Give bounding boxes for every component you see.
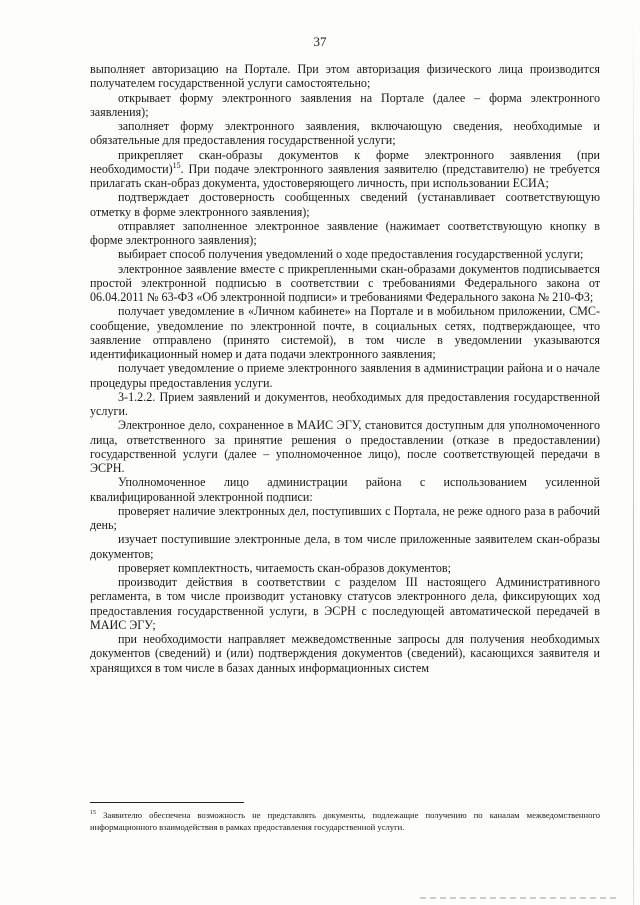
paragraph: электронное заявление вместе с прикрепленными скан-образами документов подписывается простой электронной подписью в соответствии с требованиями Федерального закона от 06.04.2011 № 63-ФЗ «Об электронной подписи» и требованиями Федерального закона № 210-ФЗ; — [90, 261, 600, 304]
paragraph — [90, 148, 600, 191]
paragraph: производит действия в соответствии с разделом III настоящего Административного регламента, в том числе производит установку статусов электронного дела, фиксирующих ход предоставления государственной услуги, в ЭСРН с последующей автоматической передачей в МАИС ЭГУ; — [90, 575, 600, 632]
paragraph: проверяет комплектность, читаемость скан-образов документов; — [118, 560, 451, 575]
paragraph: отправляет заполненное электронное заявление (нажимает соответствующую кнопку в форме электронного заявления); — [90, 218, 600, 247]
footnote-mark: 15 — [90, 810, 96, 817]
paragraph: Уполномоченное лицо администрации района с использованием усиленной квалифицированной электронной подписи: — [90, 475, 600, 504]
paragraph: открывает форму электронного заявления на Портале (далее – форма электронного заявления); — [90, 90, 600, 119]
scan-artifact — [420, 897, 620, 899]
paragraph: получает уведомление о приеме электронного заявления в администрации района и о начале процедуры предоставления услуги. — [90, 361, 600, 390]
footnote — [90, 809, 600, 833]
body-text — [90, 62, 600, 675]
footnote-reference[interactable]: 15 — [172, 160, 181, 170]
footnote-divider — [90, 802, 244, 803]
page-number: 37 — [313, 34, 327, 49]
scan-edge-shadow — [633, 0, 634, 905]
paragraph: выполняет авторизацию на Портале. При этом авторизация физического лица производится получателем государственной услуги самостоятельно; — [90, 62, 600, 91]
paragraph: заполняет форму электронного заявления, включающую сведения, необходимые и обязательные для предоставления государственной услуги; — [90, 119, 600, 148]
paragraph-text: . При подаче электронного заявления заявителю (представителю) не требуется прилагать скан-образ документа, удостоверяющего личность, при использовании ЕСИА; — [90, 161, 600, 190]
paragraph: изучает поступившие электронные дела, в том числе приложенные заявителем скан-образы документов; — [90, 532, 600, 561]
paragraph: выбирает способ получения уведомлений о ходе предоставления государственной услуги; — [118, 247, 584, 262]
paragraph: при необходимости направляет межведомственные запросы для получения необходимых документов (сведений) и (или) подтверждения документов (сведений), касающихся заявителя и хранящихся в том числе в базах данных информационных систем — [90, 632, 600, 675]
paragraph: проверяет наличие электронных дел, поступивших с Портала, не реже одного раза в рабочий день; — [90, 503, 600, 532]
paragraph-text: прикрепляет скан-образы документов к форме электронного заявления (при необходимости) — [90, 147, 600, 176]
section-heading: 3-1.2.2. Прием заявлений и документов, необходимых для предоставления государственной услуги. — [90, 389, 600, 418]
paragraph: Электронное дело, сохраненное в МАИС ЭГУ, становится доступным для уполномоченного лица, ответственного за принятие решения о предоставлении (отказе в предоставлении) государственной услуги (далее – уполномоченное лицо), после соответствующей передачи в ЭСРН. — [90, 418, 600, 475]
paragraph: получает уведомление в «Личном кабинете» на Портале и в мобильном приложении, СМС-сообщение, уведомление по электронной почте, в социальных сетях, подтверждающее, что заявление отправлено (принято системой), в том числе в уведомлении указываются идентификационный номер и дата подачи электронного заявления; — [90, 304, 600, 361]
footnote-text: Заявителю обеспечена возможность не представлять документы, подлежащие получению по каналам межведомственного информационного взаимодействия в рамках предоставления государственной услуги. — [90, 810, 600, 832]
paragraph: подтверждает достоверность сообщенных сведений (устанавливает соответствующую отметку в форме электронного заявления); — [90, 190, 600, 219]
